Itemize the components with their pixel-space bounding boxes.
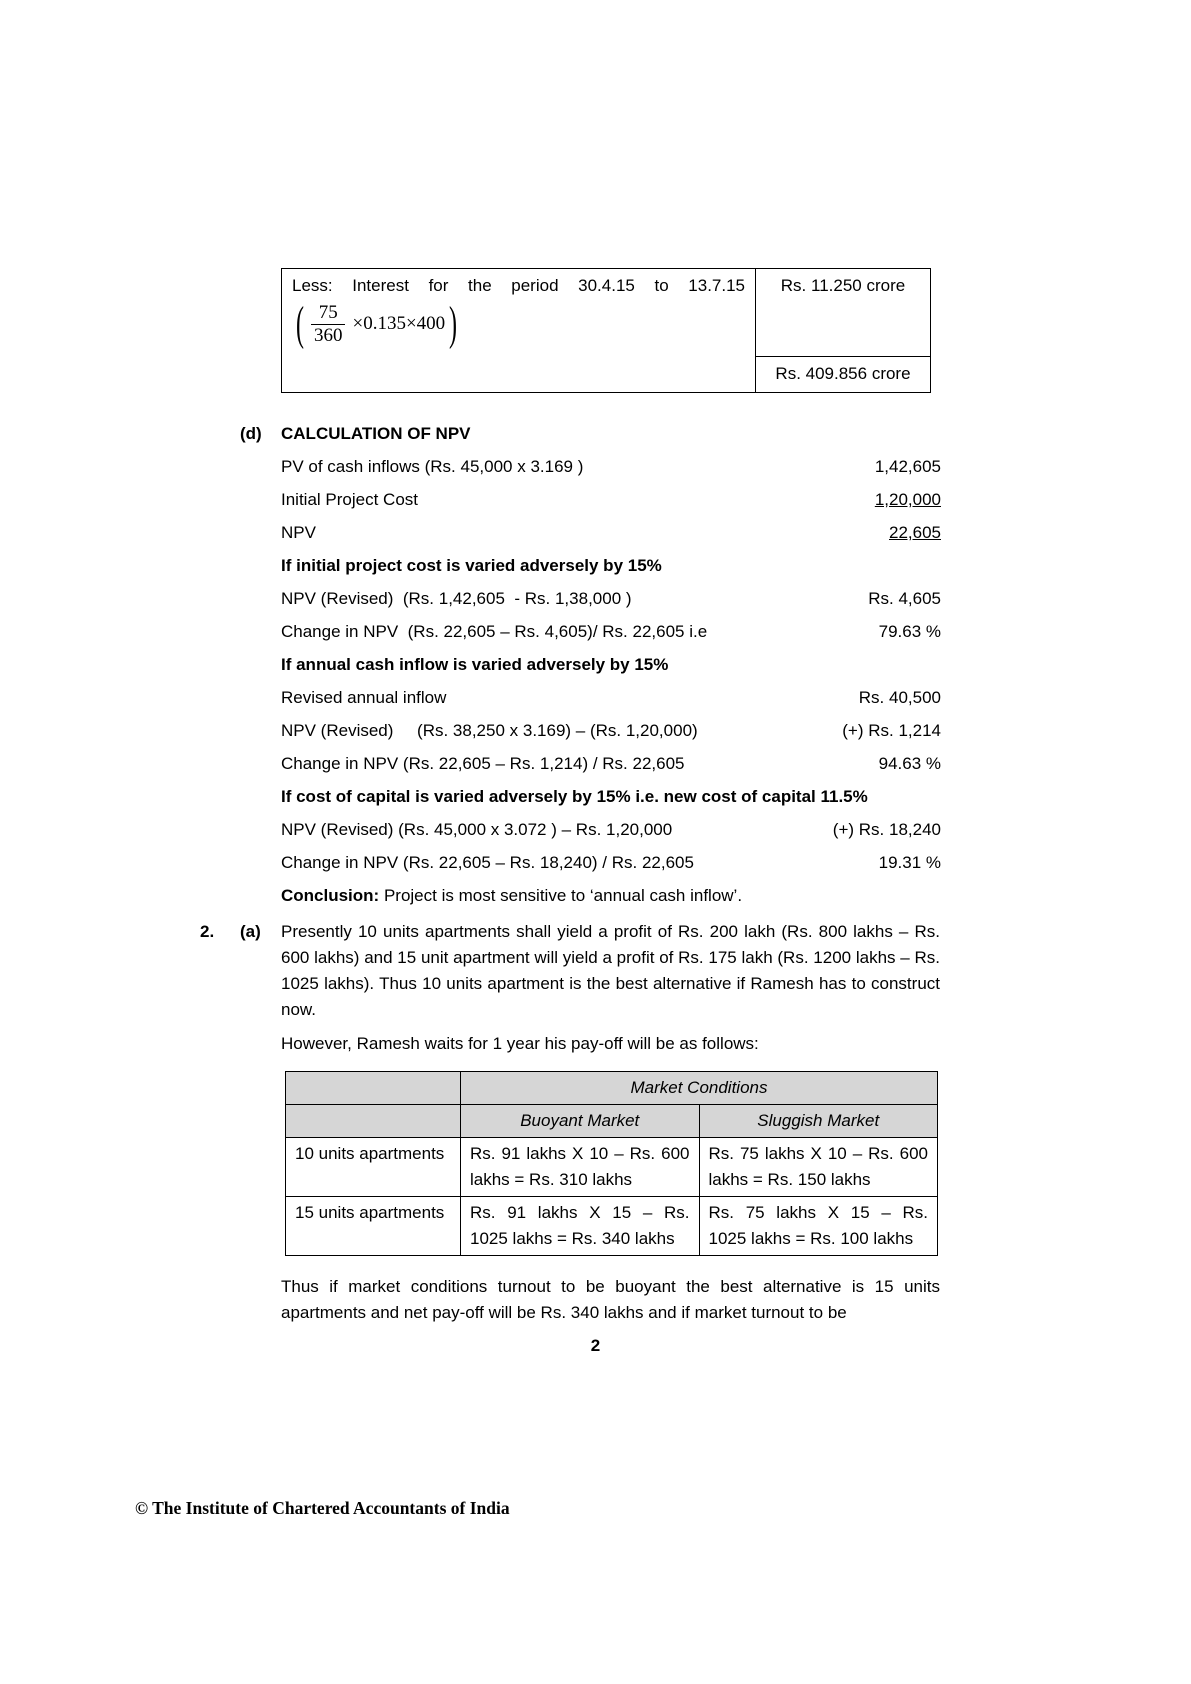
row-label-cell: 15 units apartments	[286, 1197, 461, 1256]
market-conditions-header: Market Conditions	[461, 1072, 938, 1105]
fraction	[311, 302, 346, 347]
calc-label: NPV	[281, 523, 316, 542]
calc-label: Change in NPV (Rs. 22,605 – Rs. 18,240) / Rs. 22,605	[281, 853, 694, 872]
table-row	[282, 269, 931, 357]
main-content	[200, 268, 941, 1326]
conclusion-label: Conclusion:	[281, 886, 380, 905]
calc-row	[281, 747, 941, 780]
market-conditions-table	[285, 1071, 938, 1256]
page-number: 2	[590, 1336, 601, 1355]
calc-row	[281, 714, 941, 747]
calc-label: NPV (Revised) (Rs. 38,250 x 3.169) – (Rs. 1,20,000)	[281, 721, 698, 740]
section-d-heading	[200, 417, 941, 450]
fraction-numerator: 75	[311, 302, 346, 325]
question-part-label: (a)	[240, 922, 261, 941]
table-row	[286, 1072, 938, 1105]
calc-value: (+) Rs. 1,214	[842, 721, 941, 740]
calc-label: NPV (Revised) (Rs. 1,42,605 - Rs. 1,38,000 )	[281, 589, 632, 608]
calc-heading: If cost of capital is varied adversely by 15% i.e. new cost of capital 11.5%	[281, 787, 868, 806]
interest-table	[281, 268, 931, 393]
calc-value: 22,605	[889, 523, 941, 542]
calc-label: Revised annual inflow	[281, 688, 447, 707]
empty-corner-cell	[286, 1072, 461, 1105]
section-d-title: CALCULATION OF NPV	[281, 424, 471, 443]
calc-label: Change in NPV (Rs. 22,605 – Rs. 4,605)/ Rs. 22,605 i.e	[281, 622, 708, 641]
calc-label: Change in NPV (Rs. 22,605 – Rs. 1,214) / Rs. 22,605	[281, 754, 685, 773]
calc-value: 79.63 %	[878, 622, 941, 641]
row-label-cell: 10 units apartments	[286, 1138, 461, 1197]
calc-row	[281, 516, 941, 549]
buoyant-value-cell: Rs. 91 lakhs X 10 – Rs. 600 lakhs = Rs. 310 lakhs	[461, 1138, 700, 1197]
formula-factors: ×0.135×400	[352, 313, 446, 335]
interest-formula	[292, 296, 461, 350]
calc-row	[281, 483, 941, 516]
calc-label: Initial Project Cost	[281, 490, 418, 509]
empty-cell	[286, 1105, 461, 1138]
question-2a	[200, 919, 941, 1023]
table-row	[286, 1105, 938, 1138]
calc-row	[281, 615, 941, 648]
calc-row	[281, 582, 941, 615]
calc-value: 1,42,605	[874, 457, 941, 476]
question-paragraph-2: However, Ramesh waits for 1 year his pay-off will be as follows:	[281, 1034, 759, 1053]
question-paragraph-3: Thus if market conditions turnout to be buoyant the best alternative is 15 units apartments and net pay-off will be Rs. 340 lakhs and if market turnout to be	[281, 1277, 940, 1322]
total-amount-cell: Rs. 409.856 crore	[756, 357, 931, 393]
question-number: 2.	[200, 922, 215, 941]
table-row	[286, 1138, 938, 1197]
right-paren: )	[449, 296, 458, 350]
calc-row	[281, 846, 941, 879]
calc-row	[281, 813, 941, 846]
buoyant-value-cell: Rs. 91 lakhs X 15 – Rs. 1025 lakhs = Rs. 340 lakhs	[461, 1197, 700, 1256]
section-d-label: (d)	[240, 424, 262, 443]
calc-value: Rs. 4,605	[868, 589, 941, 608]
fraction-denominator: 360	[313, 324, 343, 346]
interest-amount-cell: Rs. 11.250 crore	[756, 269, 931, 357]
calc-row	[281, 681, 941, 714]
calc-value: (+) Rs. 18,240	[832, 820, 941, 839]
buoyant-market-header: Buoyant Market	[461, 1105, 700, 1138]
conclusion-text: Project is most sensitive to ‘annual cash inflow’.	[379, 886, 743, 905]
calc-value: 19.31 %	[878, 853, 941, 872]
calc-row	[281, 450, 941, 483]
left-paren: (	[295, 296, 304, 350]
calc-value: Rs. 40,500	[858, 688, 941, 707]
interest-detail-cell	[282, 269, 756, 393]
conclusion	[281, 879, 941, 912]
calc-heading: If annual cash inflow is varied adversely by 15%	[281, 655, 669, 674]
calc-label: NPV (Revised) (Rs. 45,000 x 3.072 ) – Rs. 1,20,000	[281, 820, 673, 839]
sluggish-value-cell: Rs. 75 lakhs X 10 – Rs. 600 lakhs = Rs. 150 lakhs	[699, 1138, 938, 1197]
calc-value: 1,20,000	[874, 490, 941, 509]
calc-heading: If initial project cost is varied adversely by 15%	[281, 556, 662, 575]
table-row	[286, 1197, 938, 1256]
copyright-footer: © The Institute of Chartered Accountants of India	[135, 1498, 510, 1518]
sluggish-value-cell: Rs. 75 lakhs X 15 – Rs. 1025 lakhs = Rs. 100 lakhs	[699, 1197, 938, 1256]
calc-value: 94.63 %	[878, 754, 941, 773]
question-paragraph-1: Presently 10 units apartments shall yield a profit of Rs. 200 lakh (Rs. 800 lakhs – Rs. 600 lakhs) and 15 unit apartment will yield a profit of Rs. 175 lakh (Rs. 1200 lakhs – Rs. 1025 lakhs). Thus 10 units apartment is the best alternative if Ramesh has to construct now.	[281, 922, 940, 1019]
calc-label: PV of cash inflows (Rs. 45,000 x 3.169 )	[281, 457, 584, 476]
interest-row-label: Less: Interest for the period 30.4.15 to 13.7.15	[292, 276, 745, 295]
sluggish-market-header: Sluggish Market	[699, 1105, 938, 1138]
